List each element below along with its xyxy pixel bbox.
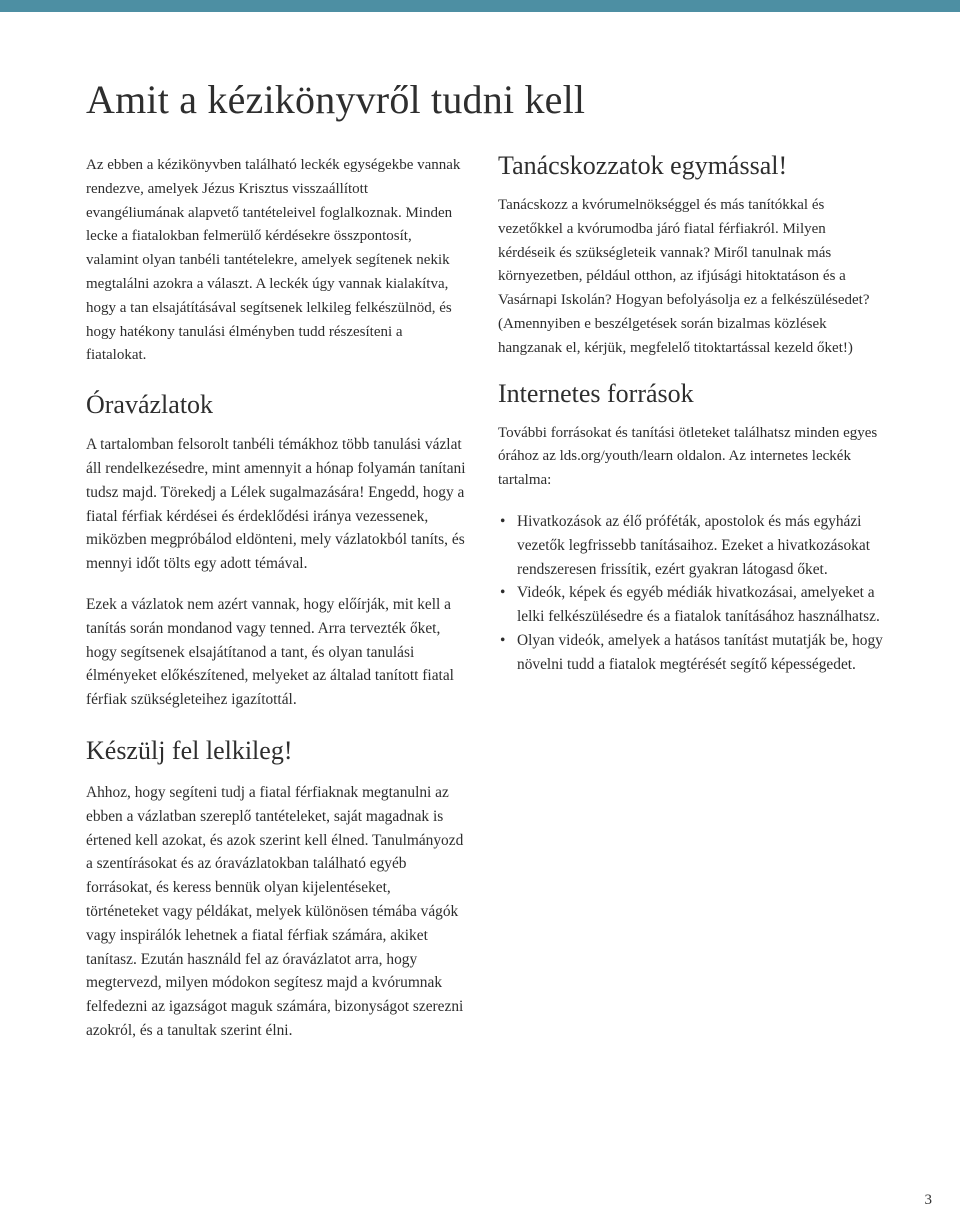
page-title: Amit a kézikönyvről tudni kell — [86, 77, 586, 122]
right-column — [498, 150, 883, 677]
oravazlatok-paragraph-2: Ezek a vázlatok nem azért vannak, hogy előírják, mit kell a tanítás során mondanod vagy tenned. Arra tervezték őket, hogy segítsenek elsajátítanod a tant, és olyan tanulási élményeket előkészítened, melyeket az általad tanított fiatal férfiak szükségleteihez igazítottál. — [86, 595, 454, 709]
oravazlatok-paragraph-1: A tartalomban felsorolt tanbéli témákhoz több tanulási vázlat áll rendelkezésedre, mint amennyit a hónap folyamán tanítani tudsz majd. Törekedj a Lélek sugalmazására! Engedd, hogy a fiatal férfiak kérdései és érdeklődési iránya vezessenek, miközben megpróbálod eldönteni, mely vázlatokból taníts, és mennyi időt tölts egy adott témával. — [86, 436, 466, 573]
oravazlatok-heading: Óravázlatok — [86, 390, 214, 420]
intro-paragraph: Az ebben a kézikönyvben található leckék egységekbe vannak rendezve, amelyek Jézus Krisztus visszaállított evangéliumának alapvető tantételeivel foglalkoznak. Minden lecke a fiatalokban felmerülő kérdésekre összpontosít, valamint olyan tanbéli tantételekre, amelyek segítenek nekik megtalálni azokra a választ. A leckék úgy vannak kialakítva, hogy a tan elsajátításával segítsenek lelkileg felkészülnöd, és hogy hatékony tanulási élményben tudd részesíteni a fiatalokat. — [86, 157, 461, 364]
list-item-text: Videók, képek és egyéb médiák hivatkozásai, amelyeket a lelki felkészülésedre és a fiatalok tanításához használhatsz. — [517, 584, 880, 626]
keszulj-paragraph: Ahhoz, hogy segíteni tudj a fiatal férfiaknak megtanulni az ebben a vázlatban szereplő tantételeket, saját magadnak is értened kell azokat, és azok szerint kell élned. Tanulmányozd a szentírásokat és az óravázlatokban található egyéb forrásokat, és keress bennük olyan kijelentéseket, történeteket vagy példákat, melyek különösen témába vágók vagy inspirálók lehetnek a fiatal férfiak számára, akiket tanítasz. Ezután használd fel az óravázlatot arra, hogy megtervezd, milyen módokon segítesz majd a kvórumnak felfedezni az igazságot maguk számára, bizonyságot szerezni azokról, és a tanultak szerint élni. — [86, 783, 464, 1039]
tanacskozzatok-heading: Tanácskozzatok egymással! — [498, 151, 788, 180]
list-item — [498, 510, 883, 581]
bullet-icon: • — [500, 631, 506, 649]
bullet-icon: • — [500, 584, 506, 602]
bullet-icon: • — [500, 512, 506, 530]
list-item — [498, 581, 883, 629]
tanacskozzatok-paragraph: Tanácskozz a kvórumelnökséggel és más tanítókkal és vezetőkkel a kvórumodba járó fiatal férfiakról. Milyen kérdéseik és szükségleteik vannak? Miről tanulnak más környezetben, például otthon, az ifjúsági hitoktatáson és a Vasárnapi Iskolán? Hogyan befolyásolja ez a felkészülésedet? (Amennyiben e beszélgetések során bizalmas közlések hangzanak el, kérjük, megfelelő titoktartással kezeld őket!) — [498, 197, 870, 356]
list-item-text: Olyan videók, amelyek a hatásos tanítást mutatják be, hogy növelni tudd a fiatalok megtérését segítő képességedet. — [517, 631, 883, 673]
list-item-text: Hivatkozások az élő próféták, apostolok és más egyházi vezetők legfrissebb tanításaihoz. Ezeket a hivatkozásokat rendszeresen frissítik, ezért gyakran látogasd őket. — [517, 512, 870, 578]
internetes-paragraph: További forrásokat és tanítási ötleteket találhatsz minden egyes órához az lds.org/youth/learn oldalon. Az internetes leckék tartalma: — [498, 424, 878, 489]
internetes-heading: Internetes források — [498, 378, 694, 408]
keszulj-heading: Készülj fel lelkileg! — [86, 735, 293, 765]
list-item — [498, 629, 883, 677]
top-accent-bar — [0, 0, 960, 12]
page-number: 3 — [924, 1192, 932, 1208]
internetes-list — [498, 510, 883, 677]
left-column — [86, 154, 466, 1043]
